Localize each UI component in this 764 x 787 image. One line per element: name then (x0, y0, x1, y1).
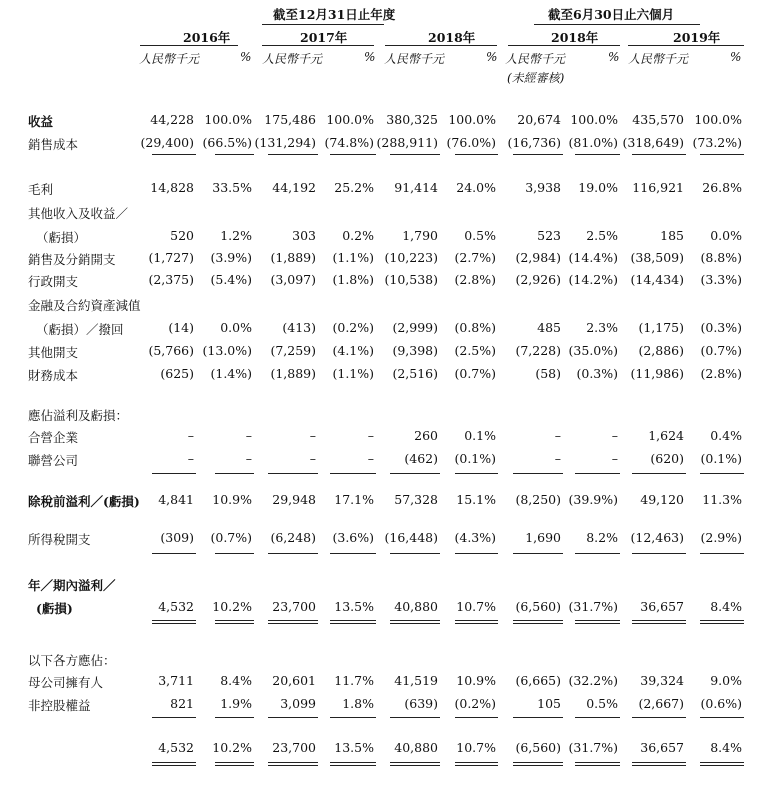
amount-cell: 435,570 (632, 112, 684, 127)
total-double-rule (700, 620, 744, 621)
amount-cell: (38,509) (630, 250, 684, 265)
row-label: 行政開支 (28, 274, 79, 289)
amount-cell: (6,248) (270, 530, 316, 545)
percent-cell: (1.1%) (332, 250, 374, 265)
percent-cell: 0.5% (586, 696, 618, 711)
percent-cell: (0.3%) (576, 366, 618, 381)
total-double-rule (268, 620, 318, 621)
amount-cell: 20,674 (517, 112, 561, 127)
percent-cell: 10.7% (456, 740, 496, 755)
total-double-rule (152, 620, 196, 621)
percent-cell: 13.5% (334, 740, 374, 755)
subtotal-rule (215, 553, 254, 554)
total-double-rule (700, 765, 744, 766)
amount-cell: (14,434) (630, 272, 684, 287)
percent-cell: (0.8%) (454, 320, 496, 335)
row-label: 所得稅開支 (28, 532, 91, 547)
amount-cell: (10,223) (384, 250, 438, 265)
amount-cell: (318,649) (622, 135, 684, 150)
subtotal-rule (152, 553, 196, 554)
amount-cell: (11,986) (630, 366, 684, 381)
percent-cell: 2.3% (586, 320, 618, 335)
subtotal-rule (390, 717, 440, 718)
row-label: 其他開支 (28, 345, 79, 360)
amount-cell: – (554, 428, 561, 443)
percent-cell: (0.6%) (700, 696, 742, 711)
percent-cell: 100.0% (694, 112, 742, 127)
subtotal-rule (513, 717, 563, 718)
percent-cell: (39.9%) (568, 492, 618, 507)
subtotal-rule (268, 154, 318, 155)
percent-cell: (2.8%) (454, 272, 496, 287)
percent-cell: 11.7% (334, 673, 374, 688)
amount-cell: 1,624 (648, 428, 684, 443)
percent-cell: (4.1%) (332, 343, 374, 358)
percent-cell: (32.2%) (568, 673, 618, 688)
subtotal-rule (215, 473, 254, 474)
percent-cell: (14.2%) (568, 272, 618, 287)
total-double-rule (215, 620, 254, 621)
pct-label-2018-h1: % (608, 50, 620, 64)
total-double-rule (390, 623, 440, 624)
total-double-rule (632, 623, 686, 624)
total-double-rule (455, 623, 498, 624)
total-double-rule (215, 765, 254, 766)
amount-cell: 23,700 (272, 599, 316, 614)
total-double-rule (330, 623, 376, 624)
amount-cell: (2,375) (148, 272, 194, 287)
amount-cell: (2,667) (638, 696, 684, 711)
pct-label-2016: % (240, 50, 252, 64)
amount-cell: 821 (170, 696, 194, 711)
row-label: 母公司擁有人 (28, 675, 104, 690)
total-double-rule (513, 620, 563, 621)
subtotal-rule (330, 154, 376, 155)
subtotal-rule (513, 473, 563, 474)
total-double-rule (390, 765, 440, 766)
amount-cell: 40,880 (394, 740, 438, 755)
percent-cell: 100.0% (204, 112, 252, 127)
total-double-rule (215, 623, 254, 624)
amount-cell: 4,532 (158, 740, 194, 755)
subtotal-rule (152, 473, 196, 474)
percent-cell: 100.0% (570, 112, 618, 127)
total-double-rule (513, 623, 563, 624)
total-double-rule (632, 620, 686, 621)
total-double-rule (700, 762, 744, 763)
percent-cell: (0.1%) (700, 451, 742, 466)
subtotal-rule (268, 473, 318, 474)
amount-cell: 41,519 (394, 673, 438, 688)
amount-cell: (2,516) (392, 366, 438, 381)
amount-cell: – (187, 451, 194, 466)
amount-cell: 303 (292, 228, 316, 243)
percent-cell: (1.1%) (332, 366, 374, 381)
total-double-rule (215, 762, 254, 763)
amount-cell: 485 (537, 320, 561, 335)
total-double-rule (455, 765, 498, 766)
amount-cell: 1,790 (402, 228, 438, 243)
row-label: 除稅前溢利／(虧損) (28, 494, 140, 509)
subtotal-rule (455, 717, 498, 718)
total-double-rule (575, 620, 620, 621)
h1-group-heading: 截至6月30日止六個月 (548, 7, 675, 22)
amount-cell: 39,324 (640, 673, 684, 688)
amount-cell: (413) (282, 320, 316, 335)
year-2016: 2016年 (183, 30, 231, 45)
row-label: 財務成本 (28, 368, 79, 383)
total-double-rule (455, 620, 498, 621)
percent-cell: (66.5%) (202, 135, 252, 150)
amount-cell: (10,538) (384, 272, 438, 287)
row-label: （虧損） (36, 230, 87, 245)
row-label: 合營企業 (28, 430, 79, 445)
amount-cell: (14) (168, 320, 194, 335)
amount-cell: (620) (650, 451, 684, 466)
percent-cell: – (611, 451, 618, 466)
percent-cell: (3.9%) (210, 250, 252, 265)
percent-cell: (31.7%) (568, 740, 618, 755)
subtotal-rule (575, 553, 620, 554)
fy-group-heading: 截至12月31日止年度 (273, 7, 396, 22)
amount-cell: (6,560) (515, 740, 561, 755)
year-2018-h1: 2018年 (551, 30, 599, 45)
percent-cell: – (245, 451, 252, 466)
percent-cell: 8.4% (220, 673, 252, 688)
amount-cell: 175,486 (264, 112, 316, 127)
pct-label-2019-h1: % (730, 50, 742, 64)
percent-cell: (76.0%) (446, 135, 496, 150)
row-label: 應佔溢利及虧損： (28, 408, 129, 423)
amount-cell: 23,700 (272, 740, 316, 755)
subtotal-rule (390, 154, 440, 155)
percent-cell: 8.4% (710, 599, 742, 614)
subtotal-rule (215, 154, 254, 155)
subtotal-rule (632, 553, 686, 554)
percent-cell: 10.2% (212, 740, 252, 755)
percent-cell: (8.8%) (700, 250, 742, 265)
row-label: 非控股權益 (28, 698, 91, 713)
amount-cell: 4,841 (158, 492, 194, 507)
subtotal-rule (700, 553, 744, 554)
amount-cell: 29,948 (272, 492, 316, 507)
percent-cell: 1.9% (220, 696, 252, 711)
amount-cell: (9,398) (392, 343, 438, 358)
amount-cell: (3,097) (270, 272, 316, 287)
percent-cell: 8.2% (586, 530, 618, 545)
percent-cell: 1.8% (342, 696, 374, 711)
amount-cell: 14,828 (150, 180, 194, 195)
amount-cell: (2,984) (515, 250, 561, 265)
amount-cell: (6,665) (515, 673, 561, 688)
amount-cell: 36,657 (640, 740, 684, 755)
percent-cell: (13.0%) (202, 343, 252, 358)
amount-cell: 185 (660, 228, 684, 243)
percent-cell: 0.0% (220, 320, 252, 335)
row-label: 銷售及分銷開支 (28, 252, 116, 267)
amount-cell: (639) (404, 696, 438, 711)
pct-label-2018: % (486, 50, 498, 64)
percent-cell: 0.5% (464, 228, 496, 243)
percent-cell: 15.1% (456, 492, 496, 507)
percent-cell: 8.4% (710, 740, 742, 755)
subtotal-rule (632, 154, 686, 155)
amount-cell: 40,880 (394, 599, 438, 614)
year-2017: 2017年 (300, 30, 348, 45)
total-double-rule (330, 765, 376, 766)
total-double-rule (152, 765, 196, 766)
year-underline-1 (140, 45, 238, 46)
percent-cell: (0.1%) (454, 451, 496, 466)
total-double-rule (152, 762, 196, 763)
percent-cell: (1.4%) (210, 366, 252, 381)
subtotal-rule (632, 717, 686, 718)
percent-cell: (3.3%) (700, 272, 742, 287)
subtotal-rule (455, 473, 498, 474)
amount-cell: (16,448) (384, 530, 438, 545)
amount-cell: 523 (537, 228, 561, 243)
amount-cell: (12,463) (630, 530, 684, 545)
amount-cell: 1,690 (525, 530, 561, 545)
amount-cell: (2,886) (638, 343, 684, 358)
total-double-rule (632, 765, 686, 766)
percent-cell: (1.8%) (332, 272, 374, 287)
total-double-rule (513, 762, 563, 763)
row-label: (虧損) (36, 601, 73, 616)
total-double-rule (390, 620, 440, 621)
amount-cell: 105 (537, 696, 561, 711)
percent-cell: (3.6%) (332, 530, 374, 545)
amount-cell: (309) (160, 530, 194, 545)
percent-cell: (0.2%) (332, 320, 374, 335)
percent-cell: (81.0%) (568, 135, 618, 150)
row-label: 其他收入及收益／ (28, 206, 129, 221)
total-double-rule (575, 765, 620, 766)
percent-cell: (31.7%) (568, 599, 618, 614)
row-label: 年／期內溢利／ (28, 578, 116, 593)
percent-cell: 17.1% (334, 492, 374, 507)
subtotal-rule (513, 553, 563, 554)
rmb-label-2017: 人民幣千元 (262, 52, 323, 66)
percent-cell: 0.4% (710, 428, 742, 443)
percent-cell: 10.9% (456, 673, 496, 688)
percent-cell: 2.5% (586, 228, 618, 243)
percent-cell: 10.7% (456, 599, 496, 614)
amount-cell: – (309, 451, 316, 466)
amount-cell: (1,175) (638, 320, 684, 335)
subtotal-rule (455, 154, 498, 155)
percent-cell: (74.8%) (324, 135, 374, 150)
h1-group-underline (534, 24, 700, 25)
total-double-rule (575, 762, 620, 763)
row-label: 毛利 (28, 182, 54, 197)
amount-cell: (7,259) (270, 343, 316, 358)
total-double-rule (390, 762, 440, 763)
subtotal-rule (152, 717, 196, 718)
amount-cell: (625) (160, 366, 194, 381)
percent-cell: (2.8%) (700, 366, 742, 381)
percent-cell: (0.7%) (700, 343, 742, 358)
amount-cell: (2,926) (515, 272, 561, 287)
subtotal-rule (330, 553, 376, 554)
subtotal-rule (632, 473, 686, 474)
percent-cell: (14.4%) (568, 250, 618, 265)
amount-cell: 520 (170, 228, 194, 243)
total-double-rule (632, 762, 686, 763)
subtotal-rule (513, 154, 563, 155)
amount-cell: 36,657 (640, 599, 684, 614)
percent-cell: 1.2% (220, 228, 252, 243)
row-label: 金融及合約資產減值 (28, 298, 141, 313)
amount-cell: 20,601 (272, 673, 316, 688)
percent-cell: (4.3%) (454, 530, 496, 545)
amount-cell: (1,889) (270, 250, 316, 265)
amount-cell: 116,921 (632, 180, 684, 195)
year-underline-5 (628, 45, 744, 46)
percent-cell: (5.4%) (210, 272, 252, 287)
amount-cell: (16,736) (507, 135, 561, 150)
row-label: 以下各方應佔： (28, 653, 116, 668)
amount-cell: (58) (535, 366, 561, 381)
total-double-rule (700, 623, 744, 624)
pct-label-2017: % (364, 50, 376, 64)
amount-cell: (8,250) (515, 492, 561, 507)
subtotal-rule (390, 553, 440, 554)
amount-cell: (6,560) (515, 599, 561, 614)
amount-cell: – (309, 428, 316, 443)
percent-cell: 10.9% (212, 492, 252, 507)
percent-cell: 100.0% (326, 112, 374, 127)
subtotal-rule (575, 473, 620, 474)
percent-cell: 0.1% (464, 428, 496, 443)
rmb-label-2016: 人民幣千元 (139, 52, 200, 66)
amount-cell: 44,192 (272, 180, 316, 195)
amount-cell: (7,228) (515, 343, 561, 358)
percent-cell: 25.2% (334, 180, 374, 195)
year-underline-2 (262, 45, 374, 46)
percent-cell: – (245, 428, 252, 443)
subtotal-rule (390, 473, 440, 474)
amount-cell: (5,766) (148, 343, 194, 358)
unaudited-label: (未經審核) (507, 71, 565, 85)
subtotal-rule (268, 717, 318, 718)
subtotal-rule (700, 717, 744, 718)
total-double-rule (455, 762, 498, 763)
percent-cell: 100.0% (448, 112, 496, 127)
percent-cell: (0.7%) (454, 366, 496, 381)
amount-cell: (2,999) (392, 320, 438, 335)
amount-cell: (462) (404, 451, 438, 466)
rmb-label-2019-h1: 人民幣千元 (628, 52, 689, 66)
percent-cell: 33.5% (212, 180, 252, 195)
percent-cell: (2.7%) (454, 250, 496, 265)
percent-cell: (73.2%) (692, 135, 742, 150)
amount-cell: (288,911) (376, 135, 438, 150)
percent-cell: (2.5%) (454, 343, 496, 358)
row-label: 收益 (28, 114, 54, 129)
subtotal-rule (700, 154, 744, 155)
total-double-rule (268, 623, 318, 624)
percent-cell: 10.2% (212, 599, 252, 614)
year-2018: 2018年 (428, 30, 476, 45)
percent-cell: 13.5% (334, 599, 374, 614)
amount-cell: 380,325 (386, 112, 438, 127)
amount-cell: – (187, 428, 194, 443)
amount-cell: 49,120 (640, 492, 684, 507)
percent-cell: 24.0% (456, 180, 496, 195)
rmb-label-2018: 人民幣千元 (384, 52, 445, 66)
row-label: 聯營公司 (28, 453, 79, 468)
percent-cell: (0.3%) (700, 320, 742, 335)
year-underline-3 (385, 45, 497, 46)
percent-cell: (0.7%) (210, 530, 252, 545)
amount-cell: 4,532 (158, 599, 194, 614)
percent-cell: (35.0%) (568, 343, 618, 358)
percent-cell: (0.2%) (454, 696, 496, 711)
amount-cell: 57,328 (394, 492, 438, 507)
percent-cell: (2.9%) (700, 530, 742, 545)
subtotal-rule (215, 717, 254, 718)
amount-cell: 44,228 (150, 112, 194, 127)
percent-cell: 0.0% (710, 228, 742, 243)
total-double-rule (268, 762, 318, 763)
total-double-rule (575, 623, 620, 624)
total-double-rule (152, 623, 196, 624)
total-double-rule (330, 620, 376, 621)
subtotal-rule (700, 473, 744, 474)
subtotal-rule (455, 553, 498, 554)
rmb-label-2018-h1: 人民幣千元 (505, 52, 566, 66)
fy-group-underline (262, 24, 384, 25)
row-label: （虧損）／撥回 (36, 322, 124, 337)
percent-cell: – (611, 428, 618, 443)
amount-cell: 3,938 (525, 180, 561, 195)
amount-cell: 91,414 (394, 180, 438, 195)
amount-cell: (1,889) (270, 366, 316, 381)
percent-cell: 0.2% (342, 228, 374, 243)
total-double-rule (330, 762, 376, 763)
subtotal-rule (152, 154, 196, 155)
amount-cell: 260 (414, 428, 438, 443)
total-double-rule (268, 765, 318, 766)
amount-cell: – (554, 451, 561, 466)
year-underline-4 (508, 45, 620, 46)
percent-cell: – (367, 428, 374, 443)
year-2019-h1: 2019年 (673, 30, 721, 45)
percent-cell: 11.3% (702, 492, 742, 507)
amount-cell: 3,711 (158, 673, 194, 688)
subtotal-rule (575, 717, 620, 718)
subtotal-rule (330, 717, 376, 718)
amount-cell: (131,294) (254, 135, 316, 150)
amount-cell: (29,400) (140, 135, 194, 150)
percent-cell: 19.0% (578, 180, 618, 195)
amount-cell: (1,727) (148, 250, 194, 265)
amount-cell: 3,099 (280, 696, 316, 711)
total-double-rule (513, 765, 563, 766)
percent-cell: 26.8% (702, 180, 742, 195)
percent-cell: – (367, 451, 374, 466)
subtotal-rule (575, 154, 620, 155)
subtotal-rule (268, 553, 318, 554)
subtotal-rule (330, 473, 376, 474)
row-label: 銷售成本 (28, 137, 79, 152)
percent-cell: 9.0% (710, 673, 742, 688)
